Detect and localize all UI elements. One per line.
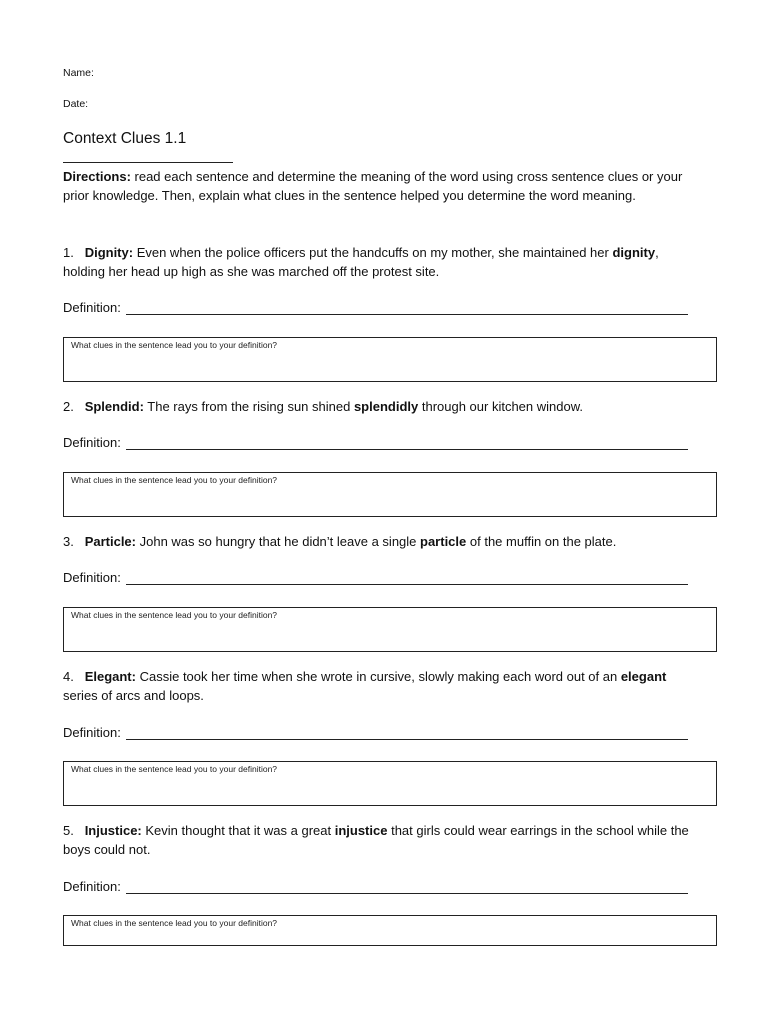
- definition-label: Definition:: [63, 435, 121, 450]
- clues-prompt: What clues in the sentence lead you to your definition?: [71, 340, 278, 350]
- clues-prompt: What clues in the sentence lead you to your definition?: [71, 764, 278, 774]
- question-text-before: Even when the police officers put the handcuffs on my mother, she maintained her: [133, 245, 613, 260]
- question-word: Splendid:: [84, 399, 144, 414]
- question-text-after: that girls could wear earrings in the school while the boys could not.: [63, 823, 689, 857]
- clues-box-2[interactable]: [63, 472, 717, 517]
- definition-row-1: [63, 300, 688, 315]
- question-number: 1.: [63, 245, 74, 260]
- question-bold-word: elegant: [620, 669, 667, 684]
- clues-box-3[interactable]: [63, 607, 717, 652]
- question-4: [63, 667, 703, 705]
- question-word: Dignity:: [84, 245, 134, 260]
- definition-label: Definition:: [63, 570, 121, 585]
- question-bold-word: particle: [420, 534, 467, 549]
- definition-row-3: [63, 570, 688, 585]
- definition-row-4: [63, 725, 688, 740]
- definition-answer-line-2[interactable]: [126, 435, 688, 450]
- page-title: Context Clues 1.1: [63, 130, 187, 147]
- question-2: [63, 397, 703, 416]
- question-text-before: The rays from the rising sun shined: [143, 399, 354, 414]
- question-number: 5.: [63, 823, 74, 838]
- question-text-after: through our kitchen window.: [418, 399, 584, 414]
- definition-answer-line-5[interactable]: [126, 879, 688, 894]
- title-underline: [63, 162, 233, 163]
- question-bold-word: splendidly: [353, 399, 419, 414]
- definition-label: Definition:: [63, 300, 121, 315]
- question-3: [63, 532, 703, 551]
- question-5: [63, 821, 703, 859]
- question-text-after: of the muffin on the plate.: [466, 534, 617, 549]
- definition-row-5: [63, 879, 688, 894]
- clues-prompt: What clues in the sentence lead you to your definition?: [71, 918, 278, 928]
- question-text-before: John was so hungry that he didn’t leave a single: [136, 534, 421, 549]
- question-text-after: , holding her head up high as she was marched off the protest site.: [63, 245, 659, 279]
- directions-text: read each sentence and determine the meaning of the word using cross sentence clues or your prior knowledge. Then, explain what clues in the sentence helped you determine the word meaning.: [63, 169, 683, 203]
- directions-label: Directions:: [63, 169, 131, 184]
- clues-box-4[interactable]: [63, 761, 717, 806]
- definition-label: Definition:: [63, 725, 121, 740]
- clues-prompt: What clues in the sentence lead you to your definition?: [71, 610, 278, 620]
- question-text-before: Cassie took her time when she wrote in cursive, slowly making each word out of an: [135, 669, 621, 684]
- directions: [63, 167, 703, 205]
- question-word: Particle:: [84, 534, 136, 549]
- question-bold-word: injustice: [334, 823, 388, 838]
- definition-answer-line-3[interactable]: [126, 570, 688, 585]
- definition-answer-line-1[interactable]: [126, 300, 688, 315]
- definition-answer-line-4[interactable]: [126, 725, 688, 740]
- question-number: 3.: [63, 534, 74, 549]
- question-number: 4.: [63, 669, 74, 684]
- definition-row-2: [63, 435, 688, 450]
- date-label: Date:: [63, 98, 89, 110]
- clues-box-5[interactable]: [63, 915, 717, 946]
- question-text-before: Kevin thought that it was a great: [141, 823, 335, 838]
- name-label: Name:: [63, 67, 94, 79]
- question-bold-word: dignity: [612, 245, 656, 260]
- clues-prompt: What clues in the sentence lead you to your definition?: [71, 475, 278, 485]
- question-number: 2.: [63, 399, 74, 414]
- question-word: Elegant:: [84, 669, 136, 684]
- definition-label: Definition:: [63, 879, 121, 894]
- question-word: Injustice:: [84, 823, 142, 838]
- question-text-after: series of arcs and loops.: [63, 688, 204, 703]
- question-1: [63, 243, 703, 281]
- clues-box-1[interactable]: [63, 337, 717, 382]
